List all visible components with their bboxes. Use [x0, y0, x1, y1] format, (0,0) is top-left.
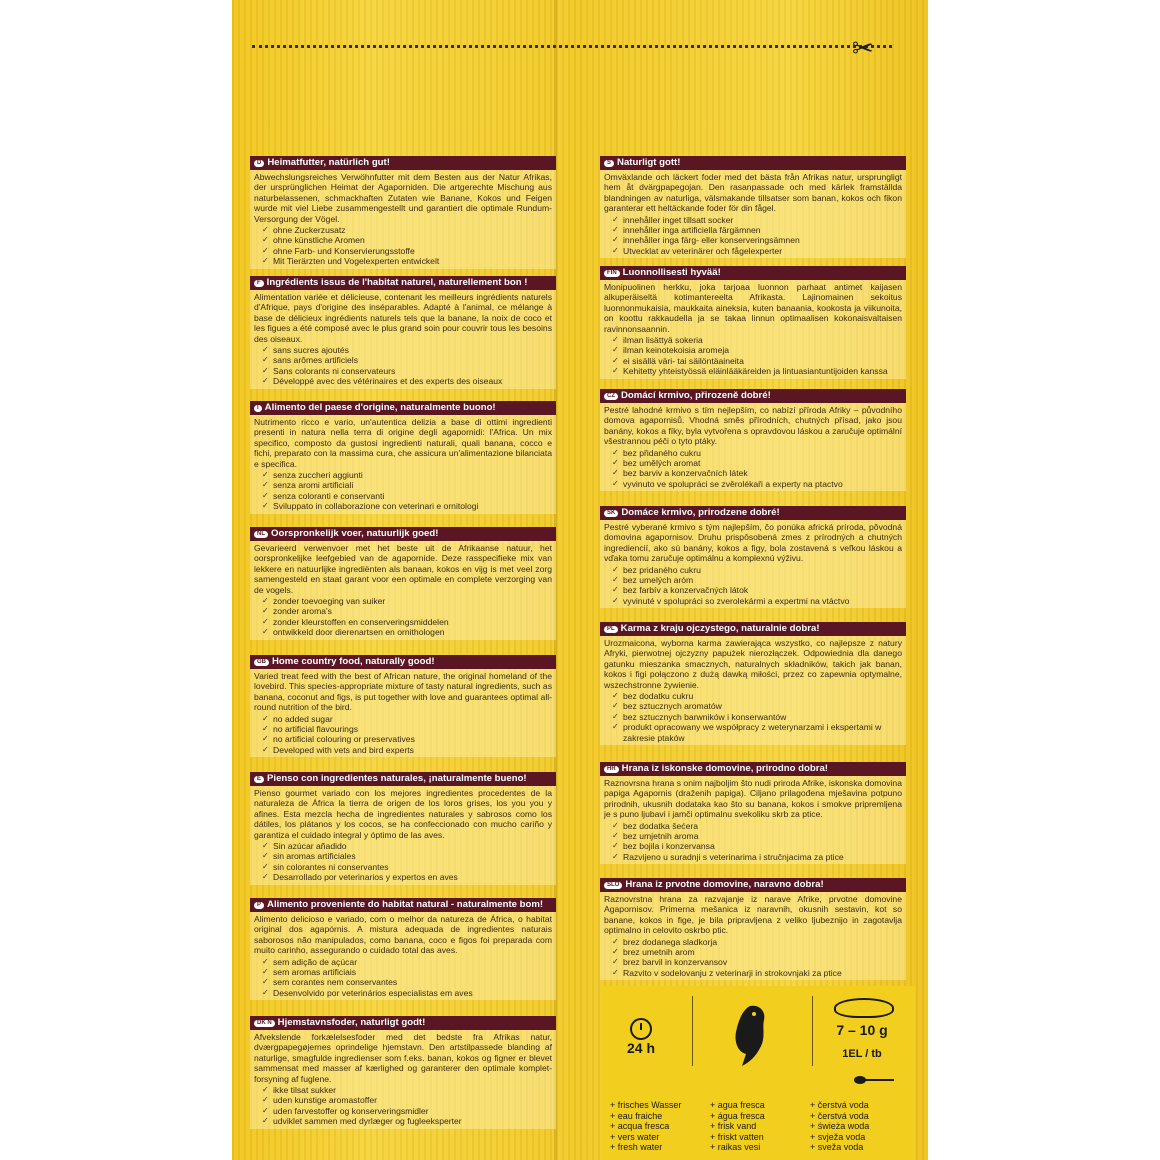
check-item: ✓ brez dodanega sladkorja: [612, 937, 902, 947]
water-item: + świeża woda: [810, 1121, 870, 1132]
section-body: [250, 1030, 556, 1129]
check-item: ✓ senza aromi artificiali: [262, 480, 552, 490]
check-item: ✓ no artificial colouring or preservatives: [262, 734, 552, 744]
package-back: [232, 0, 928, 1160]
check-item: ✓ Sin azúcar añadido: [262, 841, 552, 851]
check-item: ✓ ilman lisättyä sokeria: [612, 335, 902, 345]
check-item: ✓ Sviluppato in collaborazione con veterinari e ornitologi: [262, 501, 552, 511]
info-section: [250, 401, 556, 514]
section-body: [250, 786, 556, 885]
section-text: Pestré lahodné krmivo s tím nejlepším, co nabízí příroda Afriky – původního domova agapornisů. Vhodná směs přírodních, chutných přísad, jako jsou banány, kokos a fíky, byla vytvořena s opravdovou láskou a zaručuje optimální všestrannou péči o tyto ptáky.: [604, 405, 902, 447]
check-item: ✓ bez umjetnih aroma: [612, 831, 902, 841]
country-code: I: [254, 405, 262, 412]
check-item: ✓ innehåller inga färg- eller konserveringsämnen: [612, 235, 902, 245]
check-item: ✓ Razvito v sodelovanju z veterinarji in strokovnjaki za ptice: [612, 968, 902, 978]
check-list: [254, 225, 552, 267]
section-text: Afvekslende forkælelsesfoder med det bedste fra Afrikas natur, dværgpapegøjernes oprindelige hjemstavn. Den artstilpassede blanding af naturlige, smagfulde ingredienser som f.eks. banan, kokos og figner er blevet sammensat med masser af kærlighed og garanterer den optimale kompletforsyning af fuglene.: [254, 1032, 552, 1084]
section-body: [250, 912, 556, 1000]
section-text: Alimentation variée et délicieuse, contenant les meilleurs ingrédients naturels d'Afrique, pays d'origine des inséparables. Adapté à l'animal, ce mélange à base de délicieux ingrédients naturels tels que la banane, la noix de coco et les figues a été composé avec le plus grand soin pour couvrir tous les besoins des oiseaux.: [254, 292, 552, 344]
check-item: ✓ bez bojila i konzervansa: [612, 841, 902, 851]
check-list: [254, 596, 552, 638]
section-title: [600, 266, 906, 280]
water-list-2: [710, 1100, 765, 1153]
section-body: [600, 636, 906, 745]
section-title-text: Hjemstavnsfoder, naturligt godt!: [277, 1017, 426, 1028]
check-item: ✓ udviklet sammen med dyrlæger og fugleeksperter: [262, 1116, 552, 1126]
info-section: [250, 156, 556, 269]
section-text: Pienso gourmet variado con los mejores ingredientes procedentes de la naturaleza de África la tierra de origen de los loros grises, los you you y afines. Esta mezcla hecha de ingredientes naturales y sabrosos como los dátiles, los plátanos y los cocos, se ha confeccionado con mucho cariño y garantiza el cuidado integral y óptimo de las aves.: [254, 788, 552, 840]
info-section: [600, 506, 906, 608]
section-title-text: Alimento proveniente do habitat natural - naturalmente bom!: [267, 899, 544, 910]
country-code: D: [254, 160, 264, 167]
section-title-text: Domácí krmivo, přirozeně dobré!: [621, 390, 771, 401]
section-title: [250, 156, 556, 170]
section-title-text: Pienso con ingredientes naturales, ¡naturalmente bueno!: [267, 773, 527, 784]
country-code: HR: [604, 766, 619, 773]
check-item: ✓ Sans colorants ni conservateurs: [262, 366, 552, 376]
check-item: ✓ innehåller inga artificiella färgämnen: [612, 225, 902, 235]
check-item: ✓ senza zuccheri aggiunti: [262, 470, 552, 480]
section-body: [600, 403, 906, 491]
check-item: ✓ Developed with vets and bird experts: [262, 745, 552, 755]
section-title-text: Hrana iz prvotne domovine, naravno dobra!: [625, 879, 824, 890]
check-list: [604, 448, 902, 490]
divider: [812, 996, 813, 1066]
section-text: Raznovrsna hrana s onim najboljim što nudi priroda Afrike, iskonska domovina papiga Agapornis (draženih papiga). Ciljano prilagođena mješavina potpuno prirodnih, ukusnih dodataka kao što su banana, kokos i smokve pripremljena je s puno ljubavi i jamči optimalnu svekoliku skrb za ptice.: [604, 778, 902, 820]
section-title: [600, 389, 906, 403]
check-item: ✓ vyvinuto ve spolupráci se zvěrolékaři a experty na ptactvo: [612, 479, 902, 489]
info-section: [600, 622, 906, 745]
country-code: FIN: [604, 270, 620, 277]
check-item: ✓ zonder kleurstoffen en conserveringsmiddelen: [262, 617, 552, 627]
info-section: [600, 389, 906, 491]
check-item: ✓ zonder toevoeging van suiker: [262, 596, 552, 606]
info-section: [250, 276, 556, 389]
check-item: ✓ sans arômes artificiels: [262, 355, 552, 365]
section-body: [250, 290, 556, 389]
section-text: Pestré vyberané krmivo s tým najlepším, čo ponúka africká príroda, pôvodná domovina agapornisov. Druhu prispôsobená zmes z prírodných a chutných ingrediencií, ako sú banány, kokos a figy, bola zostavená s veľkou láskou a vďaka tomu zaručuje optimálnu a komplexnú výživu.: [604, 522, 902, 564]
section-text: Monipuolinen herkku, joka tarjoaa luonnon parhaat antimet kaijasen alkuperäiseltä kotimantereelta Afrikasta. Lajinomainen sekoitus luonnonmukaisia, maukkaita aineksia, kuten banaania, kookosta ja viikunoita, on koottu rakkaudella ja se takaa linnun optimaalisen kokonaisvaltaisen ravinnonsaannin.: [604, 282, 902, 334]
info-section: [250, 1016, 556, 1129]
section-title: [250, 401, 556, 415]
section-title-text: Oorspronkelijk voer, natuurlijk goed!: [271, 528, 439, 539]
check-item: ✓ sem aromas artificiais: [262, 967, 552, 977]
info-section: [600, 762, 906, 864]
section-title-text: Alimento del paese d'origine, naturalmente buono!: [264, 402, 496, 413]
section-text: Alimento delicioso e variado, com o melhor da natureza de África, o habitat original dos agapórnis. A mistura adequada de ingredientes naturais saborosos não manipulados, como banana, coco e figos foi preparada com muito carinho, assegurando o cuidado total das aves.: [254, 914, 552, 956]
water-item: + raikas vesi: [710, 1142, 761, 1153]
water-item: + frisches Wasser: [610, 1100, 682, 1110]
check-item: ✓ bez barviv a konzervačních látek: [612, 468, 902, 478]
check-item: ✓ senza coloranti e conservanti: [262, 491, 552, 501]
section-title: [600, 622, 906, 636]
feeding-time: 24 h: [626, 1040, 655, 1056]
check-item: ✓ bez dodatku cukru: [612, 691, 902, 701]
check-item: ✓ bez pridaného cukru: [612, 565, 902, 575]
check-item: ✓ bez dodatka šećera: [612, 821, 902, 831]
divider: [692, 996, 693, 1066]
check-item: ✓ innehåller inget tillsatt socker: [612, 215, 902, 225]
country-code: SLO: [604, 882, 622, 889]
section-title: [250, 276, 556, 290]
check-item: ✓ sans sucres ajoutés: [262, 345, 552, 355]
section-title: [250, 1016, 556, 1030]
water-item: + friskt vatten: [710, 1131, 764, 1142]
section-title-text: Domáce krmivo, prirodzene dobré!: [621, 507, 780, 518]
section-title-text: Naturligt gott!: [617, 157, 681, 168]
water-item: + eau fraiche: [610, 1110, 663, 1121]
info-section: [250, 898, 556, 1000]
section-body: [250, 541, 556, 640]
check-item: ✓ bez farbív a konzervačných látok: [612, 585, 902, 595]
check-item: ✓ produkt opracowany we współpracy z weterynarzami i ekspertami w zakresie ptaków: [612, 722, 902, 743]
check-item: ✓ vyvinuté v spolupráci so zverolekármi a expertmi na vtáctvo: [612, 596, 902, 606]
check-item: ✓ Kehitetty yhteistyössä eläinlääkäreiden ja lintuasiantuntijoiden kanssa: [612, 366, 902, 376]
info-section: [600, 266, 906, 379]
check-item: ✓ sin colorantes ni conservantes: [262, 862, 552, 872]
section-title: [250, 655, 556, 669]
section-title: [250, 527, 556, 541]
section-title-text: Hrana iz iskonske domovine, prirodno dobra!: [621, 763, 828, 774]
check-item: ✓ Desenvolvido por veterinários especialistas em aves: [262, 988, 552, 998]
check-list: [604, 215, 902, 257]
check-item: ✓ Utvecklat av veterinärer och fågelexperter: [612, 246, 902, 256]
lovebird-icon: [720, 1002, 780, 1068]
section-title-text: Ingrédients issus de l'habitat naturel, naturellement bon !: [266, 277, 528, 288]
water-item: + agua fresca: [710, 1100, 765, 1110]
check-item: ✓ ontwikkeld door dierenartsen en ornithologen: [262, 627, 552, 637]
check-item: ✓ ikke tilsat sukker: [262, 1085, 552, 1095]
check-list: [604, 821, 902, 863]
check-item: ✓ bez přidaného cukru: [612, 448, 902, 458]
country-code: E: [254, 776, 264, 783]
section-title: [600, 878, 906, 892]
check-item: ✓ uden kunstige aromastoffer: [262, 1095, 552, 1105]
section-text: Omväxlande och läckert foder med det bästa från Afrikas natur, ursprungligt hem åt dvärgpapegojan. Den rasanpassade och med kärlek framställda blandningen av naturliga, välsmakande tillsatser som banan, kokos och fikon garanterar ett heltäckande foder för din fågel.: [604, 172, 902, 214]
country-code: PL: [604, 626, 618, 633]
check-item: ✓ sem adição de açúcar: [262, 957, 552, 967]
check-list: [254, 957, 552, 999]
info-section: [250, 655, 556, 757]
water-item: + fresh water: [610, 1142, 663, 1153]
section-body: [600, 520, 906, 608]
info-section: [250, 772, 556, 885]
check-item: ✓ Desarrollado por veterinarios y expertos en aves: [262, 872, 552, 882]
section-text: Nutrimento ricco e vario, un'autentica delizia a base di ottimi ingredienti presenti in natura nella terra di origine degli agapornidi: l'Africa. Un mix specifico, composto da gustosi ingredienti naturali, quali banana, cocco e fichi, preparato con la massima cura, che assicura un'alimentazione bilanciata e specifica.: [254, 417, 552, 469]
check-item: ✓ no artificial flavourings: [262, 724, 552, 734]
section-text: Abwechslungsreiches Verwöhnfutter mit dem Besten aus der Natur Afrikas, der ursprünglichen Heimat der Agaporniden. Die artgerechte Mischung aus naturbelassenen, schmackhaften Zutaten wie Banane, Kokos und Feigen wurde mit viel Liebe zusammengestellt und garantiert die optimale Rundum-Versorgung der Vögel.: [254, 172, 552, 224]
check-list: [254, 470, 552, 512]
check-item: ✓ ohne künstliche Aromen: [262, 235, 552, 245]
check-item: ✓ bez sztucznych barwników i konserwantów: [612, 712, 902, 722]
country-code: GB: [254, 659, 269, 666]
section-text: Raznovrstna hrana za razvajanje iz narave Afrike, prvotne domovine Agapornisov. Primerna mešanica iz naravnih, okusnih sestavin, kot so banane, kokos in fige, je bila pripravljena z veliko ljubeznijo in zagotavlja optimalno in celovito oskrbo ptic.: [604, 894, 902, 936]
section-title: [250, 898, 556, 912]
check-list: [254, 345, 552, 387]
check-item: ✓ ohne Zuckerzusatz: [262, 225, 552, 235]
check-list: [254, 714, 552, 756]
check-list: [254, 1085, 552, 1127]
bowl-icon: [834, 998, 894, 1018]
spoon-handle: [864, 1079, 894, 1081]
country-code: S: [604, 160, 614, 167]
water-item: + frisk vand: [710, 1121, 757, 1132]
check-list: [254, 841, 552, 883]
check-item: ✓ ohne Farb- und Konservierungsstoffe: [262, 246, 552, 256]
check-item: ✓ Mit Tierärzten und Vogelexperten entwickelt: [262, 256, 552, 266]
section-title-text: Heimatfutter, natürlich gut!: [267, 157, 390, 168]
cut-line: [252, 45, 892, 48]
water-item: + acqua fresca: [610, 1121, 670, 1132]
check-item: ✓ no added sugar: [262, 714, 552, 724]
section-text: Varied treat feed with the best of African nature, the original homeland of the lovebird. This species-appropriate mixture of tasty natural ingredients, such as banana, coconut and figs, is put together with love and guarantees optimal all-round nutrition of the bird.: [254, 671, 552, 713]
water-item: + svježa voda: [810, 1131, 866, 1142]
check-item: ✓ ilman keinotekoisia aromeja: [612, 345, 902, 355]
check-item: ✓ brez umetnih arom: [612, 947, 902, 957]
check-item: ✓ uden farvestoffer og konserveringsmidler: [262, 1106, 552, 1116]
section-body: [250, 170, 556, 269]
check-item: ✓ bez umělých aromat: [612, 458, 902, 468]
section-body: [600, 280, 906, 379]
check-list: [604, 691, 902, 743]
country-code: SK: [604, 510, 618, 517]
water-item: + sveža voda: [810, 1142, 864, 1153]
country-code: F: [254, 280, 264, 287]
section-text: Urozmaicona, wyborna karma zawierająca wszystko, co najlepsze z natury Afryki, pierwotnej ojczyzny papużek nierozłączek. Odpowiednia dla danego gatunku mieszanka smacznych, naturalnych składników, takich jak banan, kokos i figi połączono z dużą dawką miłości, przez co zapewnia optymalne, wszechstronne żywienie.: [604, 638, 902, 690]
check-item: ✓ Razvijeno u suradnji s veterinarima i stručnjacima za ptice: [612, 852, 902, 862]
check-list: [604, 335, 902, 377]
clock-icon: [630, 1018, 652, 1040]
check-item: ✓ sin aromas artificiales: [262, 851, 552, 861]
scissors-icon: ✂: [852, 34, 874, 64]
water-item: + água fresca: [710, 1110, 765, 1121]
water-item: + čerstvá voda: [810, 1100, 869, 1110]
section-body: [600, 892, 906, 980]
check-list: [604, 937, 902, 979]
section-body: [250, 669, 556, 757]
section-body: [600, 776, 906, 864]
country-code: P: [254, 902, 264, 909]
check-item: ✓ ei sisällä väri- tai säilöntäaineita: [612, 356, 902, 366]
check-item: ✓ bez umelých aróm: [612, 575, 902, 585]
check-item: ✓ sem corantes nem conservantes: [262, 977, 552, 987]
feeding-panel: [602, 986, 915, 1160]
section-title-text: Home country food, naturally good!: [272, 656, 435, 667]
check-list: [604, 565, 902, 607]
spoon-amount: 1EL / tb: [842, 1048, 882, 1060]
water-list-3: [810, 1100, 869, 1153]
section-body: [600, 170, 906, 258]
water-list-1: [610, 1100, 681, 1153]
check-item: ✓ brez barvil in konzervansov: [612, 957, 902, 967]
feeding-amount: 7 – 10 g: [836, 1022, 888, 1038]
section-title-text: Luonnollisesti hyvää!: [622, 267, 721, 278]
section-title: [600, 156, 906, 170]
section-text: Gevarieerd verwenvoer met het beste uit de Afrikaanse natuur, het oorspronkelijke leefgebied van de agapornide. Deze rasspecifieke mix van lekkere en natuurlijke ingrediënten als banaan, kokos en vijg is met veel zorg samengesteld en staat garant voor een optimale en complete verzorging van de vogels.: [254, 543, 552, 595]
section-title-text: Karma z kraju ojczystego, naturalnie dobra!: [620, 623, 820, 634]
section-title: [250, 772, 556, 786]
section-body: [250, 415, 556, 514]
info-section: [600, 878, 906, 980]
water-item: + vers water: [610, 1131, 660, 1142]
check-item: ✓ Développé avec des vétérinaires et des experts des oiseaux: [262, 376, 552, 386]
country-code: NL: [254, 531, 268, 538]
check-item: ✓ bez sztucznych aromatów: [612, 701, 902, 711]
info-section: [250, 527, 556, 640]
section-title: [600, 506, 906, 520]
check-item: ✓ zonder aroma's: [262, 606, 552, 616]
info-section: [600, 156, 906, 258]
section-title: [600, 762, 906, 776]
water-item: + čerstvá voda: [810, 1110, 869, 1121]
country-code: CZ: [604, 393, 618, 400]
country-code: DK N: [254, 1020, 275, 1027]
